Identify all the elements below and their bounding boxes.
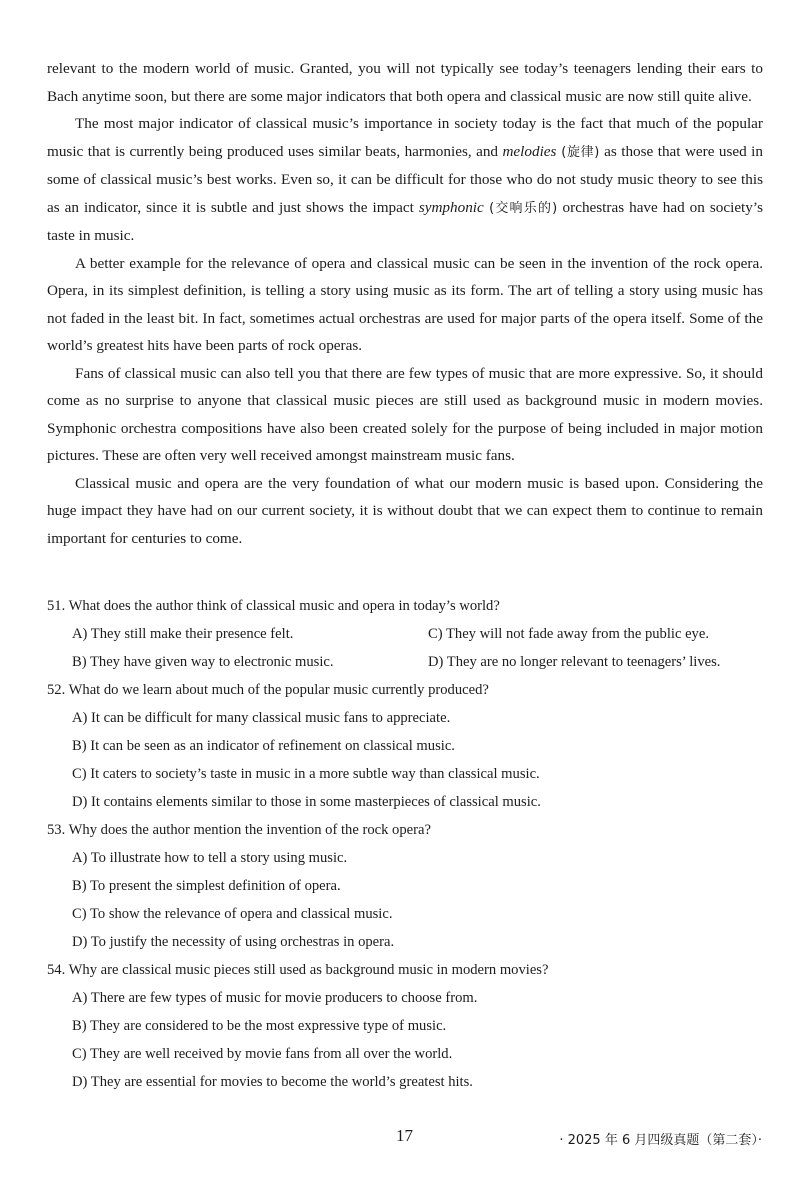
option-d: D) They are essential for movies to become the world’s greatest hits. [72, 1074, 473, 1090]
option-c: C) To show the relevance of opera and classical music. [72, 906, 393, 922]
passage-text: The most major indicator of classical music’s importance in society today is the fact that much of the popular music that is currently being produced uses similar beats, harmonies, and [47, 115, 763, 160]
option-b: B) They have given way to electronic music. [72, 654, 334, 670]
option-b: B) To present the simplest definition of opera. [72, 878, 341, 894]
passage-text: as those that were used in some of classical music’s best works. Even so, it can be difficult for those who do not study music theory to see this as an indicator, since it is subtle and just shows the impact [47, 142, 763, 216]
passage-paragraph-5: Classical music and opera are the very foundation of what our modern music is based upon. Considering the huge impact they have had on our current society, it is without doubt that we can expect them to continue to remain important for centuries to come. [47, 474, 763, 547]
passage-paragraph-3: A better example for the relevance of opera and classical music can be seen in the invention of the rock opera. Opera, in its simplest definition, is telling a story using music as its form. The art of telling a story using music has not faded in the least bit. In fact, sometimes actual orchestras are used for major parts of the opera itself. Some of the world’s greatest hits have been parts of rock operas. [47, 254, 763, 354]
question-list [47, 592, 763, 1096]
option-b: B) It can be seen as an indicator of refinement on classical music. [72, 738, 455, 754]
option-c: C) It caters to society’s taste in music in a more subtle way than classical music. [72, 766, 540, 782]
question-51 [47, 592, 763, 676]
option-c: C) They will not fade away from the public eye. [428, 626, 709, 642]
passage-paragraph-1: relevant to the modern world of music. Granted, you will not typically see today’s teenagers lending their ears to Bach anytime soon, but there are some major indicators that both opera and classical music are now still quite alive. [47, 60, 763, 105]
option-d: D) It contains elements similar to those in some masterpieces of classical music. [72, 794, 541, 810]
option-c: C) They are well received by movie fans from all over the world. [72, 1046, 453, 1062]
passage-text: orchestras have had on society’s taste in music. [47, 198, 764, 244]
option-a: A) There are few types of music for movie producers to choose from. [72, 990, 478, 1006]
term-symphonic: symphonic [418, 198, 484, 216]
page-number: 17 [396, 1126, 413, 1145]
question-stem: 54. Why are classical music pieces still used as background music in modern movies? [47, 962, 549, 978]
option-a: A) They still make their presence felt. [72, 626, 294, 642]
option-d: D) To justify the necessity of using orchestras in opera. [72, 934, 395, 950]
question-stem: 53. Why does the author mention the invention of the rock opera? [47, 822, 431, 838]
question-52 [47, 676, 763, 816]
page-footer [0, 1126, 800, 1150]
passage-paragraph-2 [47, 110, 763, 250]
option-grid [47, 620, 763, 676]
reading-passage [47, 55, 763, 552]
term-melodies: melodies [502, 142, 557, 160]
gloss-melodies: (旋律) [556, 144, 605, 160]
gloss-symphonic: (交响乐的) [483, 200, 563, 216]
option-a: A) To illustrate how to tell a story using music. [72, 850, 348, 866]
passage-paragraph-4: Fans of classical music can also tell you that there are few types of music that are more expressive. So, it should come as no surprise to anyone that classical music pieces are still used as background music in modern movies. Symphonic orchestra compositions have also been created solely for the purpose of being included in major motion pictures. These are often very well received amongst mainstream music fans. [47, 364, 763, 464]
option-b: B) They are considered to be the most expressive type of music. [72, 1018, 447, 1034]
exam-title: · 2025 年 6 月四级真题（第二套）· [559, 1133, 762, 1148]
question-stem: 52. What do we learn about much of the popular music currently produced? [47, 682, 489, 698]
option-a: A) It can be difficult for many classical music fans to appreciate. [72, 710, 451, 726]
question-stem: 51. What does the author think of classical music and opera in today’s world? [47, 598, 500, 614]
option-d: D) They are no longer relevant to teenagers’ lives. [428, 654, 721, 670]
question-53 [47, 816, 763, 956]
question-54 [47, 956, 763, 1096]
